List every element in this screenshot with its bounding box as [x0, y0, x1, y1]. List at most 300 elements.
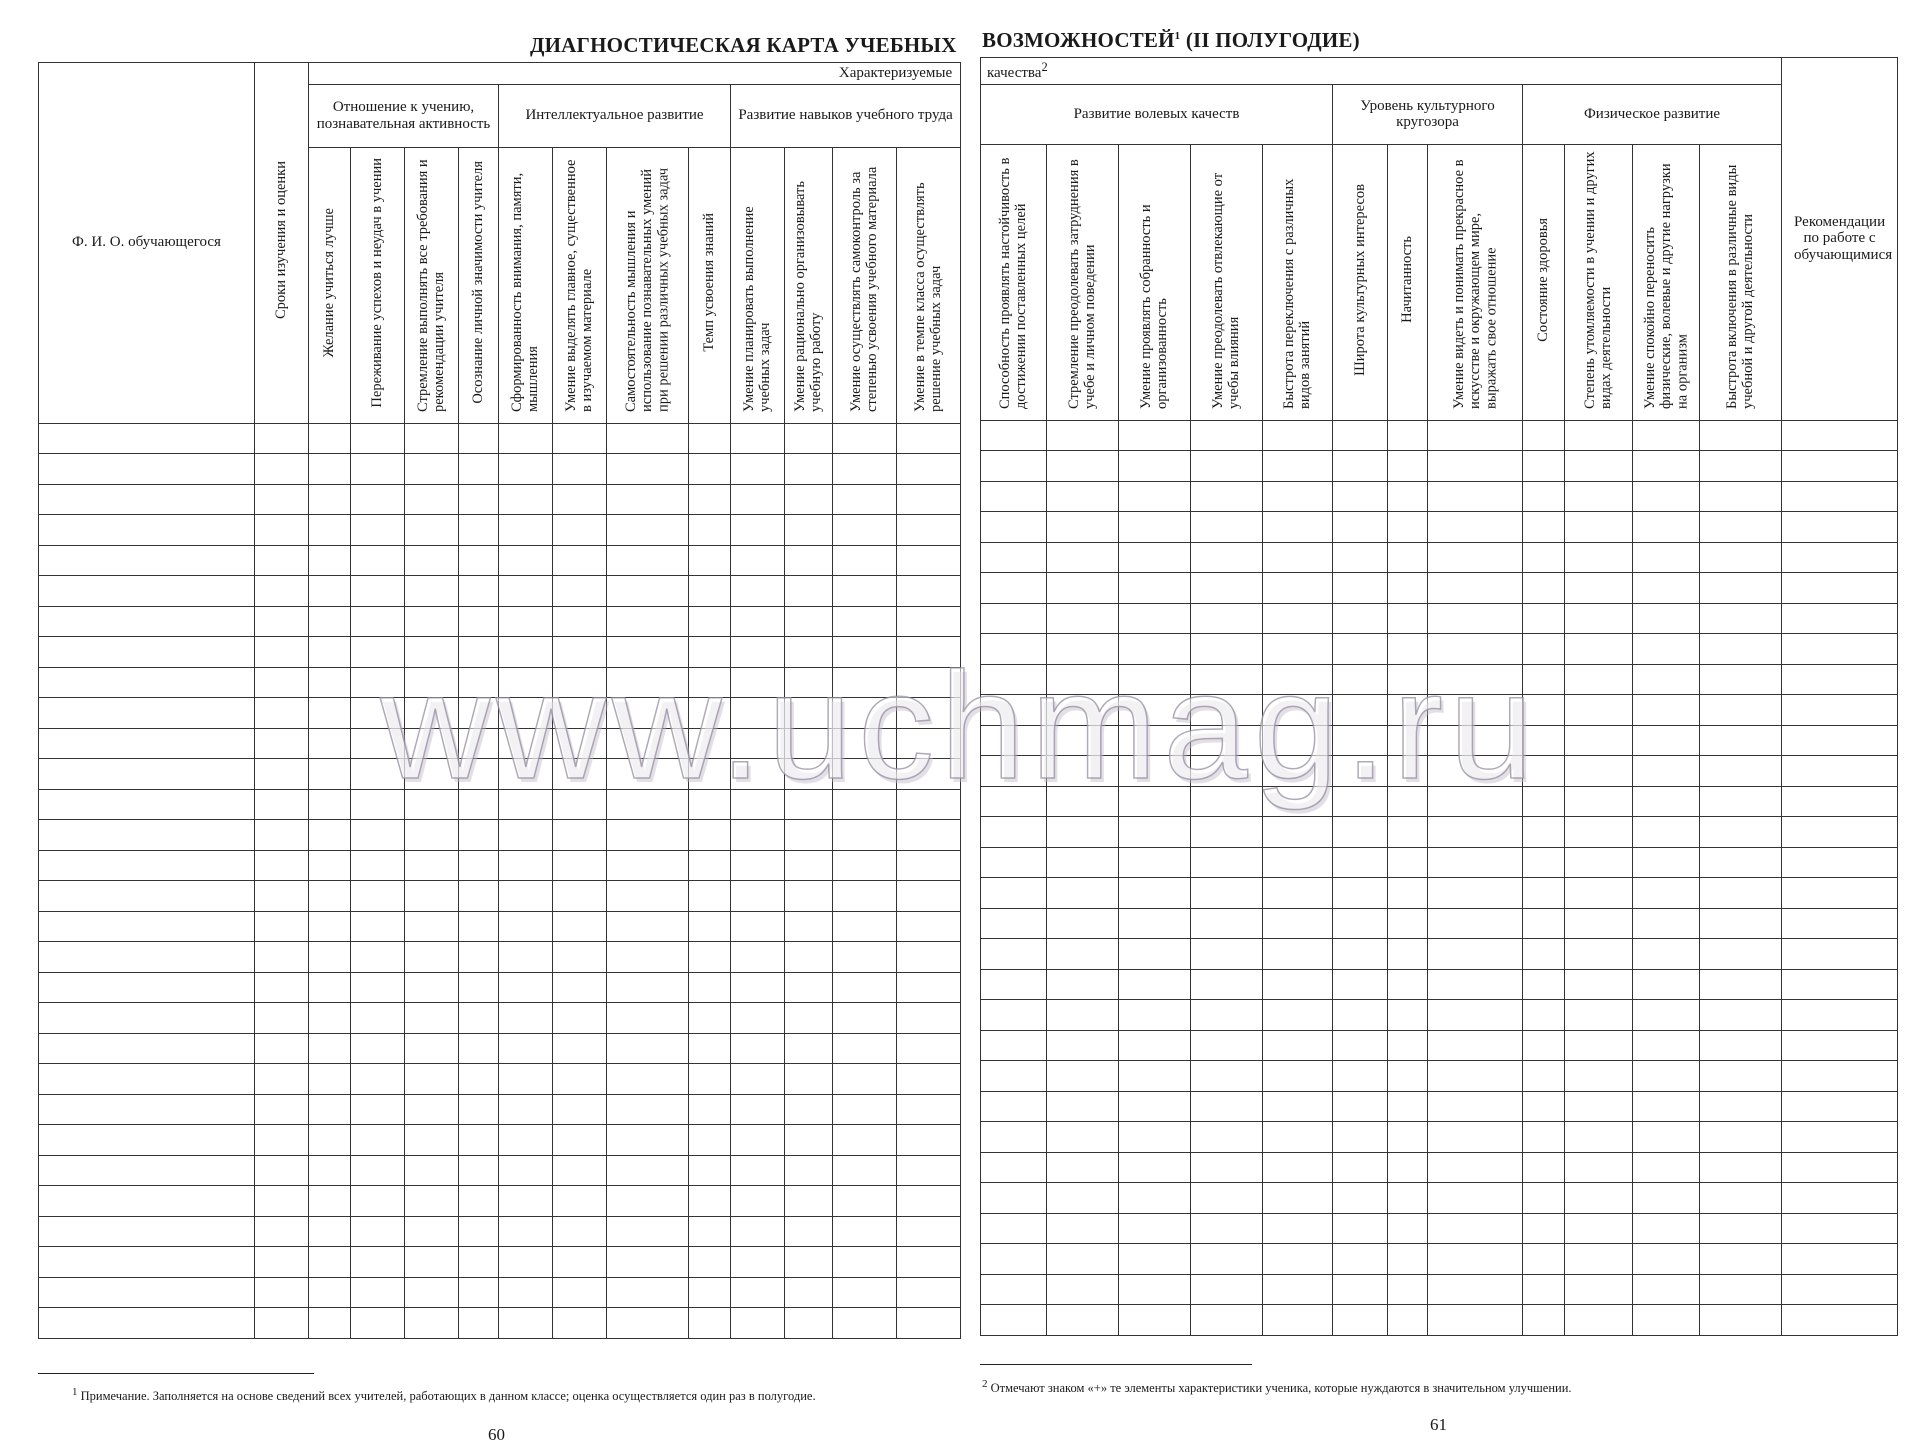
- table-cell[interactable]: [1700, 847, 1782, 878]
- table-cell[interactable]: [1700, 420, 1782, 451]
- table-cell[interactable]: [785, 1277, 833, 1308]
- table-cell[interactable]: [1700, 512, 1782, 543]
- table-cell[interactable]: [1191, 634, 1263, 665]
- table-cell[interactable]: [1565, 908, 1633, 939]
- table-cell[interactable]: [351, 1247, 405, 1278]
- table-cell[interactable]: [1333, 847, 1388, 878]
- table-cell[interactable]: [553, 972, 607, 1003]
- table-cell[interactable]: [1119, 634, 1191, 665]
- table-cell[interactable]: [833, 1033, 897, 1064]
- table-cell[interactable]: [1428, 451, 1523, 482]
- table-cell[interactable]: [1263, 908, 1333, 939]
- table-cell[interactable]: [1119, 1152, 1191, 1183]
- table-cell[interactable]: [897, 1277, 961, 1308]
- table-cell[interactable]: [1700, 786, 1782, 817]
- table-cell[interactable]: [1119, 1061, 1191, 1092]
- table-cell[interactable]: [1633, 1305, 1700, 1336]
- table-cell[interactable]: [553, 576, 607, 607]
- table-cell[interactable]: [255, 454, 309, 485]
- table-cell[interactable]: [499, 1125, 553, 1156]
- table-cell[interactable]: [499, 606, 553, 637]
- table-cell[interactable]: [405, 1094, 459, 1125]
- table-cell[interactable]: [1191, 451, 1263, 482]
- table-cell[interactable]: [1565, 817, 1633, 848]
- table-cell[interactable]: [553, 942, 607, 973]
- table-cell[interactable]: [351, 759, 405, 790]
- table-cell[interactable]: [1633, 634, 1700, 665]
- table-cell[interactable]: [1119, 573, 1191, 604]
- table-cell[interactable]: [1047, 1274, 1119, 1305]
- table-cell[interactable]: [731, 1186, 785, 1217]
- table-cell[interactable]: [255, 911, 309, 942]
- table-cell[interactable]: [1388, 512, 1428, 543]
- table-cell[interactable]: [1047, 878, 1119, 909]
- table-cell[interactable]: [405, 1247, 459, 1278]
- table-cell[interactable]: [459, 850, 499, 881]
- table-cell[interactable]: [1782, 451, 1898, 482]
- table-cell[interactable]: [897, 881, 961, 912]
- table-cell[interactable]: [785, 576, 833, 607]
- table-cell[interactable]: [607, 972, 689, 1003]
- table-cell[interactable]: [785, 1247, 833, 1278]
- table-cell[interactable]: [1523, 878, 1565, 909]
- table-cell[interactable]: [1191, 695, 1263, 726]
- table-cell[interactable]: [1388, 817, 1428, 848]
- table-cell[interactable]: [499, 1277, 553, 1308]
- table-cell[interactable]: [1782, 481, 1898, 512]
- table-cell[interactable]: [1333, 1274, 1388, 1305]
- table-cell[interactable]: [981, 1152, 1047, 1183]
- table-cell[interactable]: [351, 728, 405, 759]
- table-cell[interactable]: [1047, 603, 1119, 634]
- table-cell[interactable]: [1700, 939, 1782, 970]
- table-cell[interactable]: [689, 759, 731, 790]
- table-cell[interactable]: [607, 911, 689, 942]
- table-cell[interactable]: [351, 545, 405, 576]
- table-cell[interactable]: [1333, 603, 1388, 634]
- table-cell[interactable]: [1047, 847, 1119, 878]
- table-cell[interactable]: [499, 1308, 553, 1339]
- table-cell[interactable]: [39, 1155, 255, 1186]
- table-cell[interactable]: [39, 820, 255, 851]
- table-cell[interactable]: [459, 667, 499, 698]
- table-cell[interactable]: [405, 1308, 459, 1339]
- table-cell[interactable]: [1263, 1000, 1333, 1031]
- table-cell[interactable]: [1782, 1030, 1898, 1061]
- table-cell[interactable]: [833, 515, 897, 546]
- table-cell[interactable]: [39, 1125, 255, 1156]
- table-cell[interactable]: [1565, 939, 1633, 970]
- table-cell[interactable]: [785, 1094, 833, 1125]
- table-cell[interactable]: [897, 911, 961, 942]
- table-cell[interactable]: [405, 545, 459, 576]
- table-cell[interactable]: [1700, 451, 1782, 482]
- table-cell[interactable]: [255, 423, 309, 454]
- table-cell[interactable]: [499, 545, 553, 576]
- table-cell[interactable]: [1333, 1091, 1388, 1122]
- table-cell[interactable]: [897, 667, 961, 698]
- table-cell[interactable]: [553, 698, 607, 729]
- table-cell[interactable]: [1388, 634, 1428, 665]
- table-cell[interactable]: [1633, 878, 1700, 909]
- table-cell[interactable]: [731, 667, 785, 698]
- table-cell[interactable]: [39, 484, 255, 515]
- table-cell[interactable]: [1333, 786, 1388, 817]
- table-cell[interactable]: [351, 698, 405, 729]
- table-cell[interactable]: [1428, 1091, 1523, 1122]
- table-cell[interactable]: [459, 423, 499, 454]
- table-cell[interactable]: [981, 1091, 1047, 1122]
- table-cell[interactable]: [1191, 908, 1263, 939]
- table-cell[interactable]: [255, 728, 309, 759]
- table-cell[interactable]: [255, 667, 309, 698]
- table-cell[interactable]: [1191, 1030, 1263, 1061]
- table-cell[interactable]: [405, 515, 459, 546]
- table-cell[interactable]: [1428, 725, 1523, 756]
- table-cell[interactable]: [1633, 908, 1700, 939]
- table-cell[interactable]: [1523, 1244, 1565, 1275]
- table-cell[interactable]: [499, 789, 553, 820]
- table-cell[interactable]: [1428, 481, 1523, 512]
- table-cell[interactable]: [1565, 1000, 1633, 1031]
- table-cell[interactable]: [499, 667, 553, 698]
- table-cell[interactable]: [1263, 1213, 1333, 1244]
- table-cell[interactable]: [1428, 512, 1523, 543]
- table-cell[interactable]: [459, 1216, 499, 1247]
- table-cell[interactable]: [1700, 817, 1782, 848]
- table-cell[interactable]: [309, 1216, 351, 1247]
- table-cell[interactable]: [1565, 573, 1633, 604]
- table-cell[interactable]: [255, 1247, 309, 1278]
- table-cell[interactable]: [1633, 725, 1700, 756]
- table-cell[interactable]: [1333, 695, 1388, 726]
- table-cell[interactable]: [39, 1033, 255, 1064]
- table-cell[interactable]: [1263, 878, 1333, 909]
- table-cell[interactable]: [785, 972, 833, 1003]
- table-cell[interactable]: [1047, 420, 1119, 451]
- table-cell[interactable]: [833, 1064, 897, 1095]
- table-cell[interactable]: [1428, 603, 1523, 634]
- table-cell[interactable]: [499, 942, 553, 973]
- table-cell[interactable]: [1119, 1000, 1191, 1031]
- table-cell[interactable]: [1523, 1122, 1565, 1153]
- table-cell[interactable]: [39, 789, 255, 820]
- table-cell[interactable]: [1565, 786, 1633, 817]
- table-cell[interactable]: [309, 637, 351, 668]
- table-cell[interactable]: [459, 1277, 499, 1308]
- table-cell[interactable]: [689, 728, 731, 759]
- table-cell[interactable]: [459, 942, 499, 973]
- table-cell[interactable]: [897, 789, 961, 820]
- table-cell[interactable]: [1119, 1274, 1191, 1305]
- table-cell[interactable]: [607, 942, 689, 973]
- table-cell[interactable]: [1047, 1030, 1119, 1061]
- table-cell[interactable]: [351, 911, 405, 942]
- table-cell[interactable]: [1523, 969, 1565, 1000]
- table-cell[interactable]: [255, 576, 309, 607]
- table-cell[interactable]: [1388, 1091, 1428, 1122]
- table-cell[interactable]: [1263, 481, 1333, 512]
- table-cell[interactable]: [607, 515, 689, 546]
- table-cell[interactable]: [1782, 878, 1898, 909]
- table-cell[interactable]: [1782, 664, 1898, 695]
- table-cell[interactable]: [39, 667, 255, 698]
- table-cell[interactable]: [833, 1094, 897, 1125]
- table-cell[interactable]: [833, 1125, 897, 1156]
- table-cell[interactable]: [731, 1094, 785, 1125]
- table-cell[interactable]: [981, 969, 1047, 1000]
- table-cell[interactable]: [1700, 1091, 1782, 1122]
- table-cell[interactable]: [1633, 817, 1700, 848]
- table-cell[interactable]: [255, 637, 309, 668]
- table-cell[interactable]: [405, 1003, 459, 1034]
- table-cell[interactable]: [1388, 542, 1428, 573]
- table-cell[interactable]: [459, 1186, 499, 1217]
- table-cell[interactable]: [351, 1277, 405, 1308]
- table-cell[interactable]: [689, 698, 731, 729]
- table-cell[interactable]: [553, 728, 607, 759]
- table-cell[interactable]: [1782, 1183, 1898, 1214]
- table-cell[interactable]: [351, 1003, 405, 1034]
- table-cell[interactable]: [255, 881, 309, 912]
- table-cell[interactable]: [607, 545, 689, 576]
- table-cell[interactable]: [981, 847, 1047, 878]
- table-cell[interactable]: [39, 1247, 255, 1278]
- table-cell[interactable]: [689, 1247, 731, 1278]
- table-cell[interactable]: [689, 1033, 731, 1064]
- table-cell[interactable]: [1633, 939, 1700, 970]
- table-cell[interactable]: [981, 664, 1047, 695]
- table-cell[interactable]: [981, 481, 1047, 512]
- table-cell[interactable]: [731, 1033, 785, 1064]
- table-cell[interactable]: [607, 1125, 689, 1156]
- table-cell[interactable]: [255, 972, 309, 1003]
- table-cell[interactable]: [1119, 908, 1191, 939]
- table-cell[interactable]: [1388, 603, 1428, 634]
- table-cell[interactable]: [351, 1033, 405, 1064]
- table-cell[interactable]: [607, 1003, 689, 1034]
- table-cell[interactable]: [1782, 939, 1898, 970]
- table-cell[interactable]: [1191, 1274, 1263, 1305]
- table-cell[interactable]: [981, 1213, 1047, 1244]
- table-cell[interactable]: [351, 576, 405, 607]
- table-cell[interactable]: [39, 942, 255, 973]
- table-cell[interactable]: [833, 1277, 897, 1308]
- table-cell[interactable]: [499, 881, 553, 912]
- table-cell[interactable]: [1333, 451, 1388, 482]
- table-cell[interactable]: [309, 1308, 351, 1339]
- table-cell[interactable]: [1782, 1244, 1898, 1275]
- table-cell[interactable]: [1565, 603, 1633, 634]
- table-cell[interactable]: [897, 698, 961, 729]
- table-cell[interactable]: [553, 1308, 607, 1339]
- table-cell[interactable]: [405, 423, 459, 454]
- table-cell[interactable]: [1119, 451, 1191, 482]
- table-cell[interactable]: [1388, 1000, 1428, 1031]
- table-cell[interactable]: [981, 420, 1047, 451]
- table-cell[interactable]: [1388, 969, 1428, 1000]
- table-cell[interactable]: [731, 789, 785, 820]
- table-cell[interactable]: [1191, 1061, 1263, 1092]
- table-cell[interactable]: [1523, 847, 1565, 878]
- table-cell[interactable]: [1700, 634, 1782, 665]
- table-cell[interactable]: [1047, 481, 1119, 512]
- table-cell[interactable]: [309, 454, 351, 485]
- table-cell[interactable]: [1565, 695, 1633, 726]
- table-cell[interactable]: [1633, 603, 1700, 634]
- table-cell[interactable]: [731, 942, 785, 973]
- table-cell[interactable]: [309, 972, 351, 1003]
- table-cell[interactable]: [1700, 1213, 1782, 1244]
- table-cell[interactable]: [1263, 512, 1333, 543]
- table-cell[interactable]: [255, 1277, 309, 1308]
- table-cell[interactable]: [1782, 420, 1898, 451]
- table-cell[interactable]: [731, 911, 785, 942]
- table-cell[interactable]: [1191, 1244, 1263, 1275]
- table-cell[interactable]: [833, 1308, 897, 1339]
- table-cell[interactable]: [39, 850, 255, 881]
- table-cell[interactable]: [689, 1064, 731, 1095]
- table-cell[interactable]: [981, 1244, 1047, 1275]
- table-cell[interactable]: [785, 850, 833, 881]
- table-cell[interactable]: [1047, 664, 1119, 695]
- table-cell[interactable]: [1523, 1091, 1565, 1122]
- table-cell[interactable]: [553, 1003, 607, 1034]
- table-cell[interactable]: [499, 1064, 553, 1095]
- table-cell[interactable]: [1388, 725, 1428, 756]
- table-cell[interactable]: [1633, 847, 1700, 878]
- table-cell[interactable]: [981, 908, 1047, 939]
- table-cell[interactable]: [833, 881, 897, 912]
- table-cell[interactable]: [309, 1033, 351, 1064]
- table-cell[interactable]: [833, 820, 897, 851]
- table-cell[interactable]: [1263, 420, 1333, 451]
- table-cell[interactable]: [1700, 1244, 1782, 1275]
- table-cell[interactable]: [405, 728, 459, 759]
- table-cell[interactable]: [1047, 451, 1119, 482]
- table-cell[interactable]: [981, 634, 1047, 665]
- table-cell[interactable]: [1428, 1061, 1523, 1092]
- table-cell[interactable]: [607, 698, 689, 729]
- table-cell[interactable]: [1782, 756, 1898, 787]
- table-cell[interactable]: [1565, 1091, 1633, 1122]
- table-cell[interactable]: [1191, 847, 1263, 878]
- table-cell[interactable]: [39, 728, 255, 759]
- table-cell[interactable]: [1191, 725, 1263, 756]
- table-cell[interactable]: [1782, 603, 1898, 634]
- table-cell[interactable]: [689, 454, 731, 485]
- table-cell[interactable]: [459, 1003, 499, 1034]
- table-cell[interactable]: [1191, 969, 1263, 1000]
- table-cell[interactable]: [731, 545, 785, 576]
- table-cell[interactable]: [833, 789, 897, 820]
- table-cell[interactable]: [1191, 573, 1263, 604]
- table-cell[interactable]: [833, 972, 897, 1003]
- table-cell[interactable]: [553, 423, 607, 454]
- table-cell[interactable]: [1047, 1061, 1119, 1092]
- table-cell[interactable]: [1388, 664, 1428, 695]
- table-cell[interactable]: [897, 1155, 961, 1186]
- table-cell[interactable]: [1428, 1000, 1523, 1031]
- table-cell[interactable]: [607, 820, 689, 851]
- table-cell[interactable]: [1263, 542, 1333, 573]
- table-cell[interactable]: [607, 1186, 689, 1217]
- table-cell[interactable]: [499, 820, 553, 851]
- table-cell[interactable]: [1263, 1183, 1333, 1214]
- table-cell[interactable]: [1700, 756, 1782, 787]
- table-cell[interactable]: [1523, 542, 1565, 573]
- table-cell[interactable]: [39, 698, 255, 729]
- table-cell[interactable]: [1119, 847, 1191, 878]
- table-cell[interactable]: [459, 1155, 499, 1186]
- table-cell[interactable]: [607, 667, 689, 698]
- table-cell[interactable]: [1047, 542, 1119, 573]
- table-cell[interactable]: [1523, 603, 1565, 634]
- table-cell[interactable]: [39, 972, 255, 1003]
- table-cell[interactable]: [553, 881, 607, 912]
- table-cell[interactable]: [897, 484, 961, 515]
- table-cell[interactable]: [459, 698, 499, 729]
- table-cell[interactable]: [833, 454, 897, 485]
- table-cell[interactable]: [459, 484, 499, 515]
- table-cell[interactable]: [981, 451, 1047, 482]
- table-cell[interactable]: [1700, 1183, 1782, 1214]
- table-cell[interactable]: [1565, 756, 1633, 787]
- table-cell[interactable]: [1565, 1244, 1633, 1275]
- table-cell[interactable]: [1047, 786, 1119, 817]
- table-cell[interactable]: [1700, 1000, 1782, 1031]
- table-cell[interactable]: [553, 515, 607, 546]
- table-cell[interactable]: [1047, 1183, 1119, 1214]
- table-cell[interactable]: [1191, 512, 1263, 543]
- table-cell[interactable]: [897, 1064, 961, 1095]
- table-cell[interactable]: [1782, 847, 1898, 878]
- table-cell[interactable]: [1333, 725, 1388, 756]
- table-cell[interactable]: [1565, 1305, 1633, 1336]
- table-cell[interactable]: [1633, 573, 1700, 604]
- table-cell[interactable]: [1263, 756, 1333, 787]
- table-cell[interactable]: [553, 1186, 607, 1217]
- table-cell[interactable]: [833, 606, 897, 637]
- table-cell[interactable]: [1388, 573, 1428, 604]
- table-cell[interactable]: [459, 789, 499, 820]
- table-cell[interactable]: [309, 1186, 351, 1217]
- table-cell[interactable]: [39, 576, 255, 607]
- table-cell[interactable]: [607, 1216, 689, 1247]
- table-cell[interactable]: [1191, 1152, 1263, 1183]
- table-cell[interactable]: [981, 1030, 1047, 1061]
- table-cell[interactable]: [309, 1064, 351, 1095]
- table-cell[interactable]: [1523, 939, 1565, 970]
- table-cell[interactable]: [689, 1308, 731, 1339]
- table-cell[interactable]: [1633, 1183, 1700, 1214]
- table-cell[interactable]: [1388, 1274, 1428, 1305]
- table-cell[interactable]: [1191, 664, 1263, 695]
- table-cell[interactable]: [607, 1247, 689, 1278]
- table-cell[interactable]: [1388, 420, 1428, 451]
- table-cell[interactable]: [309, 423, 351, 454]
- table-cell[interactable]: [553, 637, 607, 668]
- table-cell[interactable]: [499, 1247, 553, 1278]
- table-cell[interactable]: [731, 1247, 785, 1278]
- table-cell[interactable]: [1523, 512, 1565, 543]
- table-cell[interactable]: [1633, 756, 1700, 787]
- table-cell[interactable]: [1565, 1122, 1633, 1153]
- table-cell[interactable]: [1633, 481, 1700, 512]
- table-cell[interactable]: [1333, 1061, 1388, 1092]
- table-cell[interactable]: [785, 606, 833, 637]
- table-cell[interactable]: [785, 423, 833, 454]
